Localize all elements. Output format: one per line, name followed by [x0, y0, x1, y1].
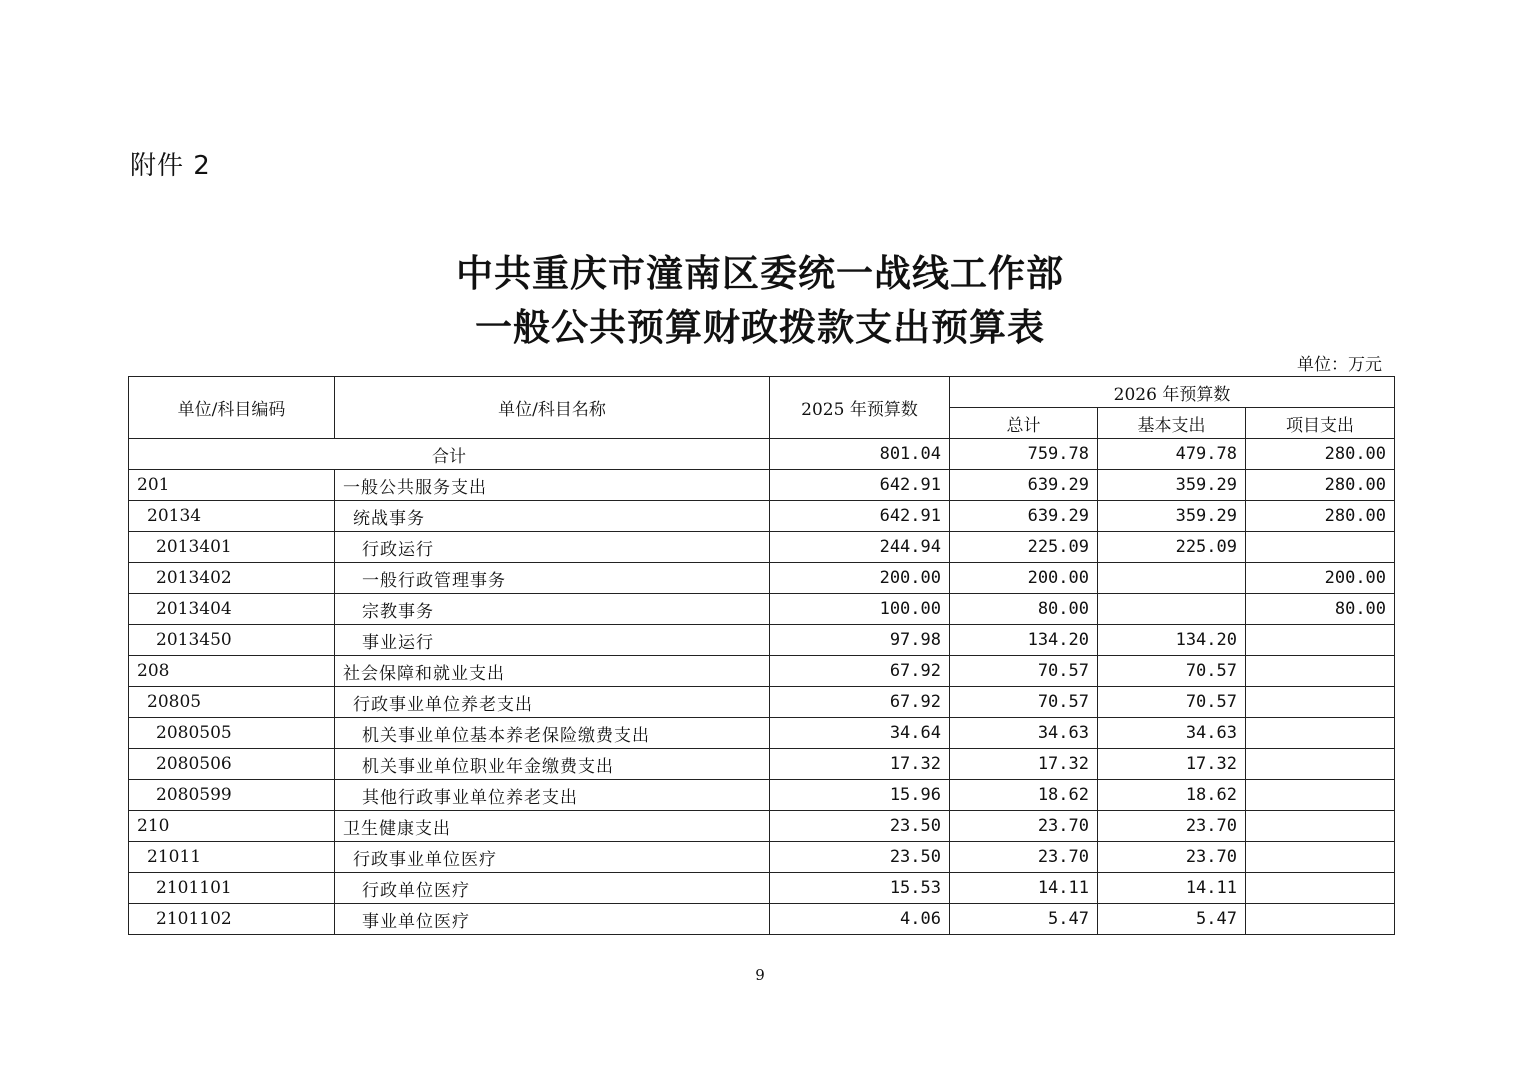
row-total: 225.09 — [950, 532, 1098, 563]
row-total: 23.70 — [950, 842, 1098, 873]
row-code: 2080506 — [129, 749, 335, 780]
row-project — [1246, 780, 1395, 811]
row-total: 70.57 — [950, 656, 1098, 687]
row-basic: 5.47 — [1098, 904, 1246, 935]
page-number: 9 — [755, 966, 765, 984]
row-project: 200.00 — [1246, 563, 1395, 594]
row-project — [1246, 811, 1395, 842]
row-code: 20805 — [129, 687, 335, 718]
row-project: 80.00 — [1246, 594, 1395, 625]
row-name: 事业单位医疗 — [335, 904, 770, 935]
row-basic: 23.70 — [1098, 842, 1246, 873]
table-row — [129, 687, 1395, 718]
row-name: 一般公共服务支出 — [335, 470, 770, 501]
page-subtitle: 一般公共预算财政拨款支出预算表 — [475, 306, 1045, 349]
row-total: 639.29 — [950, 470, 1098, 501]
row-code: 2013401 — [129, 532, 335, 563]
summary-row — [129, 439, 1395, 470]
row-basic: 225.09 — [1098, 532, 1246, 563]
row-basic: 17.32 — [1098, 749, 1246, 780]
row-basic: 23.70 — [1098, 811, 1246, 842]
row-budget-2025: 67.92 — [770, 656, 950, 687]
row-budget-2025: 100.00 — [770, 594, 950, 625]
row-project — [1246, 749, 1395, 780]
row-name: 其他行政事业单位养老支出 — [335, 780, 770, 811]
table-row — [129, 749, 1395, 780]
row-code: 2080505 — [129, 718, 335, 749]
row-project — [1246, 873, 1395, 904]
row-name: 卫生健康支出 — [335, 811, 770, 842]
row-code: 208 — [129, 656, 335, 687]
row-total: 70.57 — [950, 687, 1098, 718]
row-project — [1246, 625, 1395, 656]
row-budget-2025: 23.50 — [770, 842, 950, 873]
row-total: 14.11 — [950, 873, 1098, 904]
summary-b2025: 801.04 — [770, 439, 950, 470]
summary-label: 合计 — [129, 439, 770, 470]
row-name: 行政事业单位医疗 — [335, 842, 770, 873]
row-budget-2025: 15.96 — [770, 780, 950, 811]
row-basic: 14.11 — [1098, 873, 1246, 904]
row-name: 行政运行 — [335, 532, 770, 563]
row-budget-2025: 67.92 — [770, 687, 950, 718]
row-code: 2013402 — [129, 563, 335, 594]
row-basic: 18.62 — [1098, 780, 1246, 811]
summary-total: 759.78 — [950, 439, 1098, 470]
header-code: 单位/科目编码 — [129, 377, 335, 439]
row-budget-2025: 642.91 — [770, 470, 950, 501]
row-project — [1246, 656, 1395, 687]
row-project: 280.00 — [1246, 470, 1395, 501]
header-total: 总计 — [950, 408, 1098, 439]
row-budget-2025: 4.06 — [770, 904, 950, 935]
row-code: 2013404 — [129, 594, 335, 625]
row-total: 200.00 — [950, 563, 1098, 594]
table-row — [129, 904, 1395, 935]
row-total: 23.70 — [950, 811, 1098, 842]
row-code: 2101101 — [129, 873, 335, 904]
row-code: 2080599 — [129, 780, 335, 811]
row-total: 80.00 — [950, 594, 1098, 625]
row-budget-2025: 642.91 — [770, 501, 950, 532]
row-basic: 34.63 — [1098, 718, 1246, 749]
row-code: 201 — [129, 470, 335, 501]
page-title: 中共重庆市潼南区委统一战线工作部 — [456, 252, 1064, 295]
table-row — [129, 532, 1395, 563]
row-total: 5.47 — [950, 904, 1098, 935]
row-total: 134.20 — [950, 625, 1098, 656]
row-project — [1246, 532, 1395, 563]
header-name: 单位/科目名称 — [335, 377, 770, 439]
row-basic — [1098, 594, 1246, 625]
row-name: 行政单位医疗 — [335, 873, 770, 904]
row-total: 34.63 — [950, 718, 1098, 749]
row-name: 社会保障和就业支出 — [335, 656, 770, 687]
header-basic: 基本支出 — [1098, 408, 1246, 439]
summary-project: 280.00 — [1246, 439, 1395, 470]
table-row — [129, 842, 1395, 873]
header-budget-2026: 2026 年预算数 — [950, 377, 1395, 408]
row-budget-2025: 200.00 — [770, 563, 950, 594]
row-budget-2025: 23.50 — [770, 811, 950, 842]
summary-basic: 479.78 — [1098, 439, 1246, 470]
row-project — [1246, 842, 1395, 873]
table-row — [129, 811, 1395, 842]
row-total: 18.62 — [950, 780, 1098, 811]
row-project — [1246, 718, 1395, 749]
table-row — [129, 594, 1395, 625]
row-code: 2101102 — [129, 904, 335, 935]
row-name: 机关事业单位基本养老保险缴费支出 — [335, 718, 770, 749]
table-row — [129, 873, 1395, 904]
budget-table — [128, 376, 1395, 935]
table-row — [129, 718, 1395, 749]
row-code: 21011 — [129, 842, 335, 873]
row-name: 宗教事务 — [335, 594, 770, 625]
attachment-label: 附件 2 — [130, 151, 211, 181]
row-budget-2025: 97.98 — [770, 625, 950, 656]
row-basic: 359.29 — [1098, 470, 1246, 501]
row-code: 20134 — [129, 501, 335, 532]
row-project: 280.00 — [1246, 501, 1395, 532]
table-row — [129, 780, 1395, 811]
row-basic: 359.29 — [1098, 501, 1246, 532]
row-basic: 134.20 — [1098, 625, 1246, 656]
row-code: 2013450 — [129, 625, 335, 656]
row-basic: 70.57 — [1098, 687, 1246, 718]
table-row — [129, 656, 1395, 687]
unit-label: 单位：万元 — [1297, 355, 1382, 375]
row-total: 639.29 — [950, 501, 1098, 532]
row-name: 行政事业单位养老支出 — [335, 687, 770, 718]
row-budget-2025: 17.32 — [770, 749, 950, 780]
table-row — [129, 470, 1395, 501]
header-project: 项目支出 — [1246, 408, 1395, 439]
row-name: 事业运行 — [335, 625, 770, 656]
row-project — [1246, 687, 1395, 718]
row-basic: 70.57 — [1098, 656, 1246, 687]
header-budget-2025: 2025 年预算数 — [770, 377, 950, 439]
row-budget-2025: 244.94 — [770, 532, 950, 563]
row-name: 一般行政管理事务 — [335, 563, 770, 594]
row-budget-2025: 15.53 — [770, 873, 950, 904]
row-name: 机关事业单位职业年金缴费支出 — [335, 749, 770, 780]
row-budget-2025: 34.64 — [770, 718, 950, 749]
row-project — [1246, 904, 1395, 935]
table-row — [129, 625, 1395, 656]
row-code: 210 — [129, 811, 335, 842]
table-row — [129, 501, 1395, 532]
row-basic — [1098, 563, 1246, 594]
row-name: 统战事务 — [335, 501, 770, 532]
row-total: 17.32 — [950, 749, 1098, 780]
table-row — [129, 563, 1395, 594]
